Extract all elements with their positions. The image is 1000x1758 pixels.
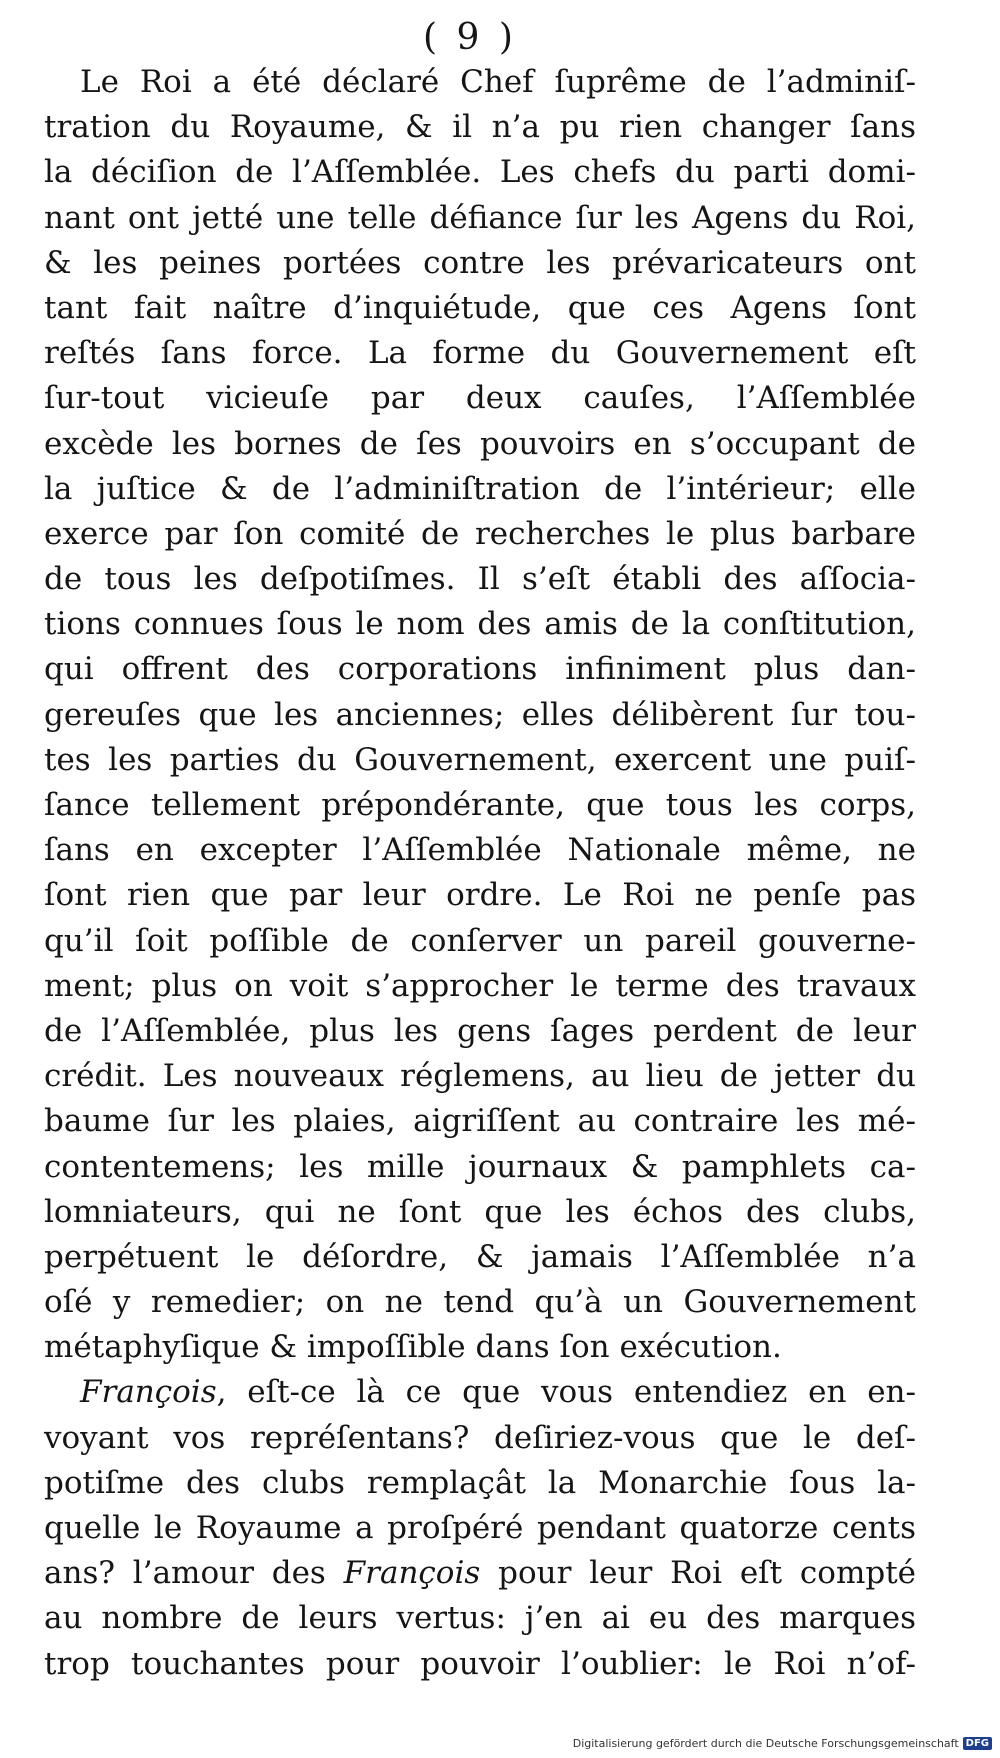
text-line: potiſme des clubs remplaçât la Monarchie ſous la-	[44, 1464, 916, 1501]
credit-text: Digitalisierung gefördert durch die Deutsche Forschungsgemeinschaft	[572, 1737, 959, 1750]
text-line: qu’il ſoit poſſible de conſerver un pareil gouverne-	[44, 922, 916, 959]
text-line: voyant vos repréſentans? deſiriez-vous que le deſ-	[44, 1419, 916, 1456]
body-text	[44, 60, 916, 1687]
text-line: ſont rien que par leur ordre. Le Roi ne penſe pas	[44, 877, 916, 914]
text-line: excède les bornes de ſes pouvoirs en s’occupant de	[44, 425, 916, 462]
text-line: Le Roi a été déclaré Chef ſuprême de l’adminiſ-	[80, 64, 916, 100]
text-span: pour leur Roi eſt compté	[480, 1555, 917, 1592]
text-span: ans? l’amour des	[44, 1555, 344, 1592]
text-line: nant ont jetté une telle défiance ſur les Agens du Roi,	[44, 199, 916, 236]
digitization-credit	[573, 1737, 992, 1750]
text-line: tant fait naître d’inquiétude, que ces Agens ſont	[44, 289, 916, 326]
text-line: ſance tellement prépondérante, que tous les corps,	[44, 787, 916, 823]
text-line	[44, 1370, 916, 1415]
text-line: baume ſur les plaies, aigriſſent au contraire les mé-	[44, 1103, 916, 1140]
text-line: reſtés ſans force. La forme du Gouvernement eſt	[44, 335, 916, 372]
text-line: contentemens; les mille journaux & pamphlets ca-	[44, 1148, 916, 1185]
text-line: tration du Royaume, & il n’a pu rien changer ſans	[44, 109, 916, 146]
text-line: la déciſion de l’Aſſemblée. Les chefs du parti domi-	[44, 154, 916, 191]
text-line: de tous les deſpotiſmes. Il s’eſt établi des aſſocia-	[44, 561, 916, 598]
text-line: de l’Aſſemblée, plus les gens ſages perdent de leur	[44, 1012, 916, 1049]
text-line: qui offrent des corporations infiniment plus dan-	[44, 651, 916, 688]
text-line: métaphyſique & impoſſible dans ſon exécution.	[44, 1329, 782, 1366]
italic-word: François	[80, 1374, 217, 1411]
text-line: trop touchantes pour pouvoir l’oublier: le Roi n’of-	[44, 1645, 916, 1682]
text-line: lomniateurs, qui ne ſont que les échos des clubs,	[44, 1193, 916, 1230]
text-line: au nombre de leurs vertus: j’en ai eu des marques	[44, 1600, 916, 1637]
text-line: exerce par ſon comité de recherches le plus barbare	[44, 515, 916, 552]
text-line: quelle le Royaume a proſpéré pendant quatorze cents	[44, 1510, 916, 1546]
text-line: gereuſes que les anciennes; elles délibèrent ſur tou-	[44, 696, 916, 733]
text-line: oſé y remedier; on ne tend qu’à un Gouvernement	[44, 1284, 916, 1321]
text-line: ment; plus on voit s’approcher le terme des travaux	[44, 967, 916, 1004]
dfg-logo: DFG	[963, 1737, 992, 1750]
italic-word: François	[343, 1555, 481, 1592]
text-line: perpétuent le déſordre, & jamais l’Aſſemblée n’a	[44, 1238, 916, 1275]
text-line: tes les parties du Gouvernement, exercent une puiſ-	[44, 741, 916, 778]
page-number: ( 9 )	[423, 17, 517, 58]
text-line: la juſtice & de l’adminiſtration de l’intérieur; elle	[44, 470, 916, 507]
text-line: & les peines portées contre les prévaricateurs ont	[44, 244, 916, 281]
text-line: crédit. Les nouveaux réglemens, au lieu de jetter du	[44, 1058, 916, 1095]
text-line: ſans en excepter l’Aſſemblée Nationale même, ne	[44, 832, 916, 869]
text-line: ſur-tout vicieuſe par deux cauſes, l’Aſſemblée	[44, 380, 916, 417]
text-line	[44, 1551, 916, 1596]
text-line: tions connues ſous le nom des amis de la conſtitution,	[44, 606, 916, 643]
text-span: , eſt-ce là ce que vous entendiez en en-	[216, 1374, 916, 1411]
